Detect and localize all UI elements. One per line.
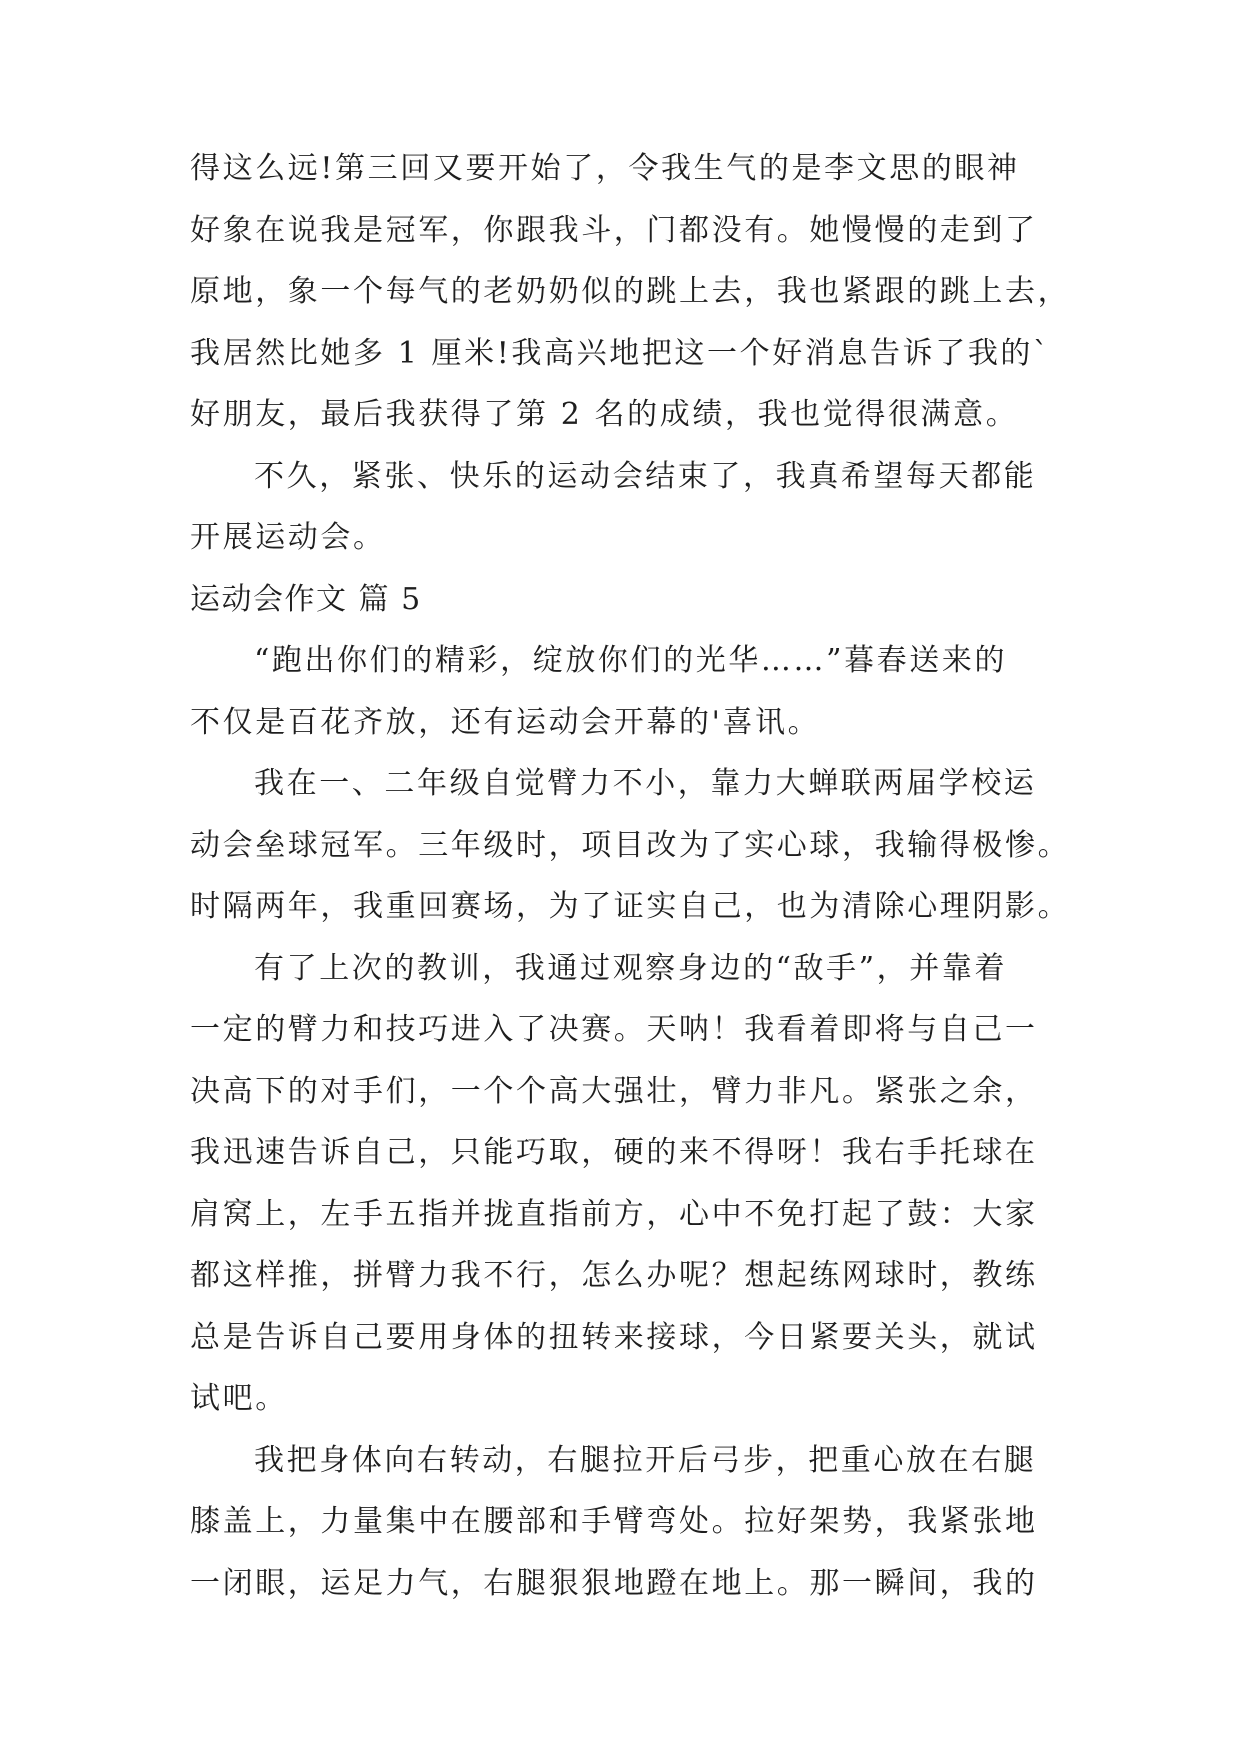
text-line: 膝盖上，力量集中在腰部和手臂弯处。拉好架势，我紧张地 [190,1504,1038,1539]
text-line: 不仅是百花齐放，还有运动会开幕的'喜讯。 [190,704,821,740]
text-line: 肩窝上，左手五指并拢直指前方，心中不免打起了鼓：大家 [190,1196,1038,1232]
document-body [190,138,1071,1614]
text-line: 有了上次的教训，我通过观察身边的“敌手”，并靠着 [254,950,1008,986]
text-line: 决高下的对手们，一个个高大强壮，臂力非凡。紧张之余， [190,1073,1038,1109]
text-line: 一定的臂力和技巧进入了决赛。天呐！我看着即将与自己一 [190,1012,1038,1047]
text-line: 时隔两年，我重回赛场，为了证实自己，也为清除心理阴影。 [190,889,1071,924]
paragraph [190,938,1052,1430]
paragraph [190,138,1071,446]
text-line: 我居然比她多 1 厘米!我高兴地把这一个好消息告诉了我的` [190,335,1051,371]
heading-text: 运动会作文 篇 5 [190,581,422,617]
text-line: 得这么远!第三回又要开始了，令我生气的是李文思的眼神 [190,151,1020,186]
text-line: 开展运动会。 [190,520,386,555]
text-line: 好象在说我是冠军，你跟我斗，门都没有。她慢慢的走到了 [190,212,1038,248]
text-line: 我迅速告诉自己，只能巧取，硬的来不得呀！我右手托球在 [190,1135,1038,1170]
text-line: 一闭眼，运足力气，右腿狠狠地蹬在地上。那一瞬间，我的 [190,1565,1038,1601]
text-line: 都这样推，拼臂力我不行，怎么办呢？想起练网球时，教练 [190,1258,1038,1293]
text-line: 我在一、二年级自觉臂力不小，靠力大蝉联两届学校运 [254,766,1037,801]
text-line: 动会垒球冠军。三年级时，项目改为了实心球，我输得极惨。 [190,827,1071,863]
text-line: 好朋友，最后我获得了第 2 名的成绩，我也觉得很满意。 [190,397,1019,432]
text-line: 试吧。 [190,1381,288,1416]
text-line: 我把身体向右转动，右腿拉开后弓步，把重心放在右腿 [254,1442,1037,1478]
text-line: 总是告诉自己要用身体的扭转来接球，今日紧要关头，就试 [190,1319,1038,1355]
paragraph [190,1430,1052,1615]
text-line: 不久，紧张、快乐的运动会结束了，我真希望每天都能 [254,458,1037,494]
text-line: 原地，象一个每气的老奶奶似的跳上去，我也紧跟的跳上去， [190,274,1071,309]
paragraph [190,446,1052,569]
section-heading [190,569,1052,631]
paragraph [190,630,1052,753]
paragraph [190,753,1071,938]
text-line: “跑出你们的精彩，绽放你们的光华……”暮春送来的 [254,643,1008,678]
